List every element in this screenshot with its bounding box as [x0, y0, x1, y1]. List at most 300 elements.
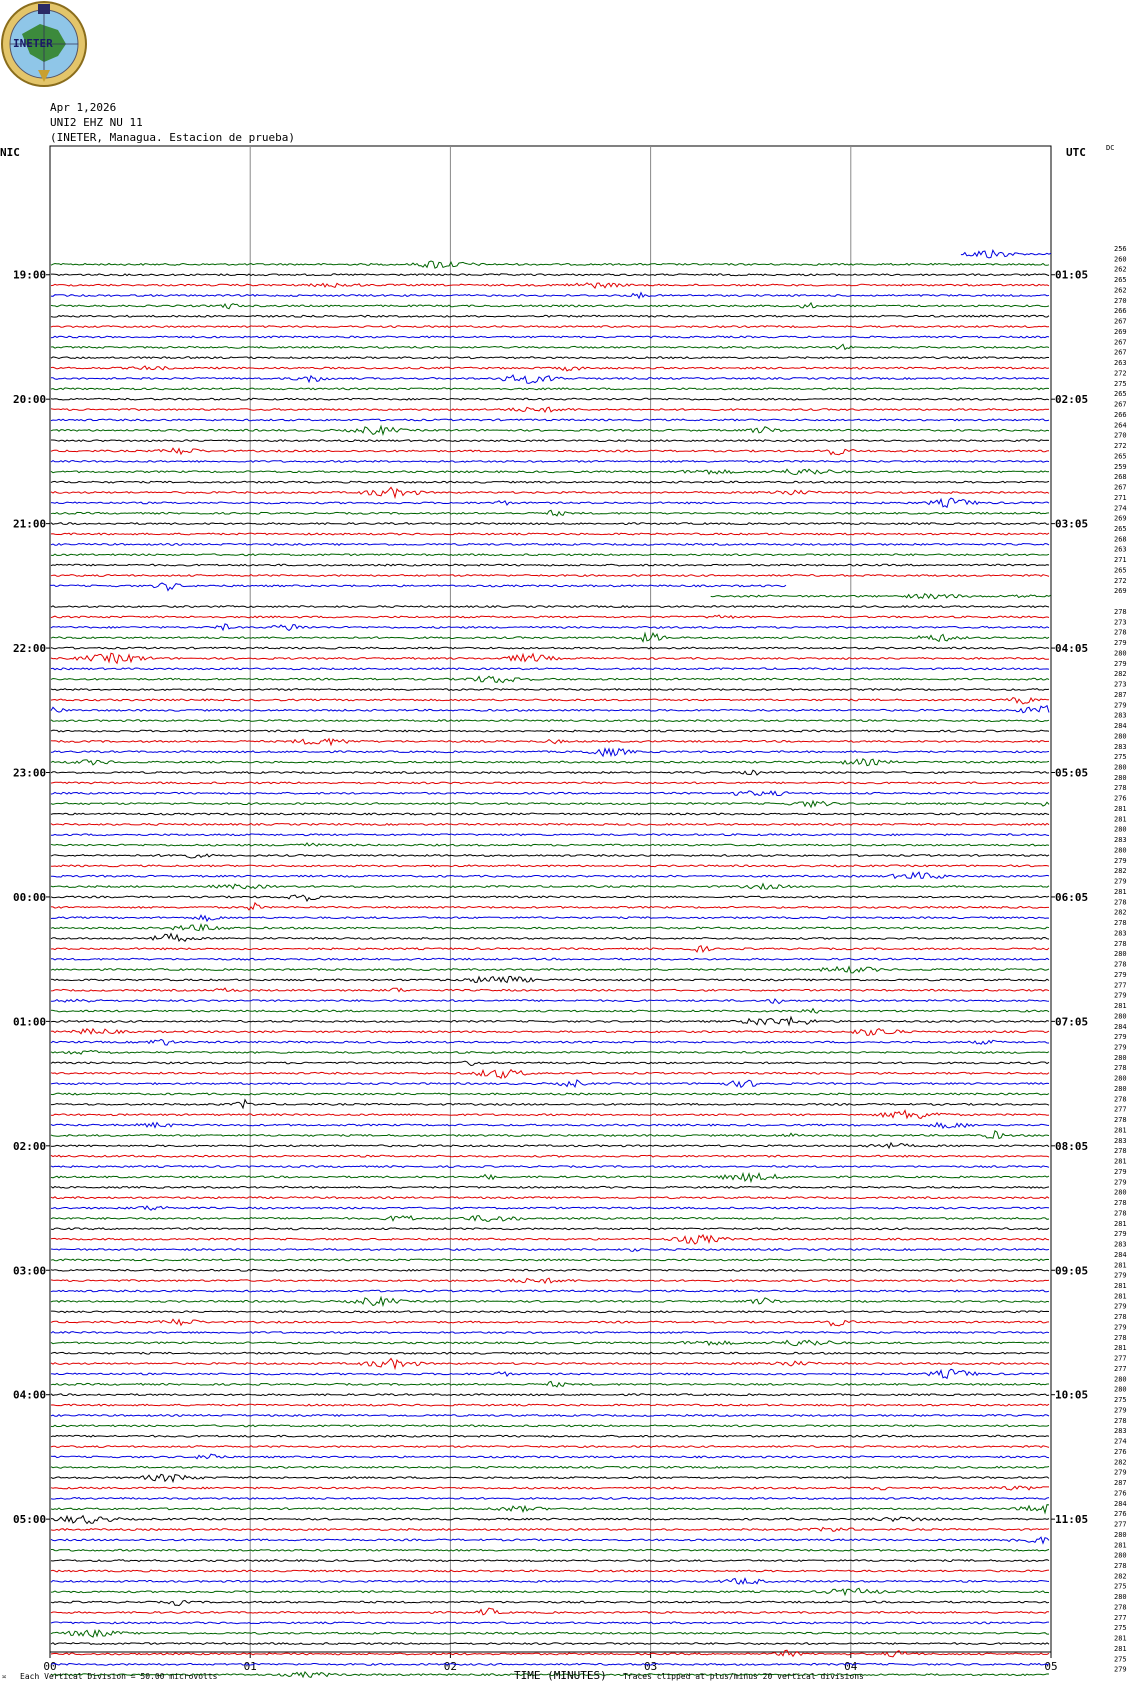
dc-offset-value: 278	[1114, 1416, 1127, 1425]
trace-line	[51, 1332, 1049, 1334]
trace-line	[51, 1435, 1049, 1437]
trace-line	[51, 1259, 1049, 1261]
dc-offset-value: 281	[1114, 1261, 1127, 1270]
trace-line	[51, 676, 1049, 682]
dc-offset-value: 278	[1114, 919, 1127, 928]
dc-offset-value: 259	[1114, 462, 1127, 471]
dc-offset-value: 278	[1114, 898, 1127, 907]
x-axis-title: TIME (MINUTES)	[514, 1669, 607, 1682]
dc-offset-value: 276	[1114, 1510, 1127, 1519]
dc-offset-value: 278	[1114, 784, 1127, 793]
dc-offset-value: 283	[1114, 1240, 1127, 1249]
trace-line	[51, 274, 1049, 276]
dc-offset-value: 278	[1114, 1147, 1127, 1156]
dc-offset-value: 280	[1114, 950, 1127, 959]
dc-offset-value: 278	[1114, 1313, 1127, 1322]
dc-offset-value: 281	[1114, 1157, 1127, 1166]
dc-offset-value: 287	[1114, 690, 1127, 699]
trace-line	[51, 1197, 1049, 1199]
dc-offset-value: 277	[1114, 1613, 1127, 1622]
trace-line	[51, 357, 1049, 359]
trace-line	[51, 730, 1049, 732]
trace-line	[51, 1340, 1049, 1345]
right-hour-label: 05:05	[1055, 766, 1089, 780]
dc-offset-value: 271	[1114, 493, 1127, 502]
trace-line	[51, 419, 1049, 421]
trace-line	[51, 575, 1049, 577]
trace-line	[51, 303, 1049, 309]
dc-offset-value: 281	[1114, 1292, 1127, 1301]
right-hour-label: 11:05	[1055, 1513, 1089, 1527]
trace-line	[51, 1498, 1049, 1500]
dc-offset-value: 266	[1114, 410, 1127, 419]
trace-line	[51, 834, 1049, 836]
dc-offset-value: 270	[1114, 296, 1127, 305]
trace-line	[51, 1601, 1049, 1606]
trace-line	[51, 544, 1049, 546]
trace-line	[51, 1505, 1049, 1513]
trace-line	[51, 1425, 1049, 1427]
trace-line	[51, 1311, 1049, 1313]
dc-offset-value: 278	[1114, 607, 1127, 616]
dc-offset-value: 274	[1114, 1437, 1127, 1446]
trace-line	[51, 1622, 1049, 1624]
station-label: UNI2 EHZ NU 11	[50, 116, 143, 129]
trace-line	[50, 583, 786, 591]
dc-offset-value: 279	[1114, 1230, 1127, 1239]
dc-offset-value: 281	[1114, 1219, 1127, 1228]
trace-line	[51, 967, 1049, 973]
dc-offset-value: 279	[1114, 1323, 1127, 1332]
dc-offset-value: 279	[1114, 1043, 1127, 1052]
trace-line	[51, 498, 1049, 507]
dc-offset-value: 277	[1114, 981, 1127, 990]
trace-line	[51, 934, 1049, 942]
left-hour-label: 02:00	[13, 1139, 47, 1153]
dc-offset-value: 269	[1114, 587, 1127, 596]
dc-offset-value: 265	[1114, 276, 1127, 285]
right-hour-label: 09:05	[1055, 1264, 1089, 1278]
trace-line	[51, 426, 1049, 434]
trace-line	[51, 653, 1049, 663]
dc-offset-value: 279	[1114, 970, 1127, 979]
trace-line	[51, 1454, 1049, 1459]
dc-offset-value: 278	[1114, 1603, 1127, 1612]
dc-offset-value: 279	[1114, 1271, 1127, 1280]
trace-line	[51, 1630, 1049, 1637]
dc-offset-value: 280	[1114, 763, 1127, 772]
trace-line	[51, 1080, 1049, 1087]
dc-offset-value: 279	[1114, 1468, 1127, 1477]
trace-line	[51, 1415, 1049, 1417]
trace-line	[51, 440, 1049, 442]
trace-line	[51, 293, 1049, 299]
trace-line	[51, 749, 1049, 756]
trace-line	[51, 1111, 1049, 1119]
trace-line	[51, 1278, 1049, 1283]
dc-offset-value: 279	[1114, 1302, 1127, 1311]
trace-line	[51, 1650, 1049, 1657]
trace-line	[51, 946, 1049, 952]
dc-offset-value: 280	[1114, 1385, 1127, 1394]
trace-line	[51, 1537, 1049, 1543]
left-hour-label: 00:00	[13, 890, 47, 904]
right-hour-label: 03:05	[1055, 517, 1089, 531]
dc-offset-value: 272	[1114, 576, 1127, 585]
dc-offset-value: 280	[1114, 1074, 1127, 1083]
dc-offset-value: 279	[1114, 639, 1127, 648]
trace-line	[51, 1446, 1049, 1448]
dc-offset-value: 280	[1114, 1084, 1127, 1093]
left-timezone-label: NIC	[0, 146, 20, 159]
trace-line	[51, 884, 1049, 889]
trace-line	[51, 606, 1049, 608]
dc-offset-value: 282	[1114, 1458, 1127, 1467]
trace-line	[51, 1050, 1049, 1054]
trace-line	[51, 782, 1049, 784]
trace-line	[51, 925, 1049, 931]
trace-line	[51, 1029, 1049, 1036]
dc-offset-value: 283	[1114, 711, 1127, 720]
trace-line	[961, 250, 1051, 258]
trace-line	[711, 594, 1051, 599]
dc-offset-value: 262	[1114, 265, 1127, 274]
dc-offset-value: 279	[1114, 877, 1127, 886]
trace-line	[51, 770, 1049, 775]
dc-offset-value: 276	[1114, 1489, 1127, 1498]
dc-offset-value: 277	[1114, 1354, 1127, 1363]
dc-offset-value: 267	[1114, 317, 1127, 326]
trace-line	[51, 469, 1049, 474]
trace-line	[51, 315, 1049, 317]
dc-offset-value: 284	[1114, 1250, 1127, 1259]
x-tick-label: 04	[844, 1660, 858, 1673]
x-tick-label: 02	[443, 1660, 458, 1673]
dc-offset-value: 279	[1114, 1178, 1127, 1187]
dc-offset-value: 280	[1114, 1530, 1127, 1539]
trace-line	[51, 283, 1049, 288]
trace-line	[51, 1070, 1049, 1078]
dc-offset-value: 268	[1114, 535, 1127, 544]
trace-line	[51, 510, 1049, 516]
dc-offset-value: 279	[1114, 701, 1127, 710]
dc-offset-value: 276	[1114, 1447, 1127, 1456]
dc-offset-value: 280	[1114, 846, 1127, 855]
trace-line	[51, 706, 1049, 713]
dc-offset-value: 280	[1114, 1551, 1127, 1560]
trace-line	[51, 1516, 1049, 1524]
dc-offset-value: 280	[1114, 649, 1127, 658]
right-hour-label: 10:05	[1055, 1388, 1089, 1402]
trace-line	[51, 375, 1049, 383]
dc-offset-value: 267	[1114, 400, 1127, 409]
dc-offset-value: 280	[1114, 1053, 1127, 1062]
dc-offset-value: 275	[1114, 753, 1127, 762]
trace-line	[51, 1369, 1049, 1378]
dc-offset-value: 279	[1114, 1665, 1127, 1674]
dc-offset-value: 280	[1114, 1012, 1127, 1021]
dc-offset-value: 273	[1114, 618, 1127, 627]
right-hour-label: 06:05	[1055, 890, 1089, 904]
dc-offset-value: 277	[1114, 1364, 1127, 1373]
trace-line	[51, 366, 1049, 371]
dc-offset-value: 265	[1114, 566, 1127, 575]
network-label: (INETER, Managua. Estacion de prueba)	[50, 131, 296, 144]
right-timezone-label: UTC	[1066, 146, 1086, 159]
dc-offset-value: 270	[1114, 431, 1127, 440]
trace-line	[51, 872, 1049, 878]
trace-line	[51, 1474, 1049, 1481]
trace-line	[51, 1173, 1049, 1181]
left-hour-label: 03:00	[13, 1264, 47, 1278]
trace-line	[51, 1100, 1049, 1108]
dc-offset-value: 281	[1114, 1344, 1127, 1353]
dc-offset-value: 275	[1114, 1396, 1127, 1405]
dc-offset-value: 266	[1114, 307, 1127, 316]
trace-line	[51, 720, 1049, 722]
left-hour-label: 01:00	[13, 1015, 47, 1029]
trace-line	[51, 1216, 1049, 1222]
trace-line	[51, 1166, 1049, 1168]
logo-text: INETER	[13, 37, 53, 50]
trace-line	[51, 1290, 1049, 1292]
dc-offset-value: 283	[1114, 742, 1127, 751]
trace-line	[51, 1039, 1049, 1045]
dc-offset-value: 283	[1114, 1136, 1127, 1145]
dc-offset-value: 265	[1114, 452, 1127, 461]
dc-offset-value: 280	[1114, 1188, 1127, 1197]
dc-offset-value: 280	[1114, 732, 1127, 741]
trace-line	[51, 1319, 1049, 1326]
dc-offset-value: 267	[1114, 348, 1127, 357]
trace-line	[51, 824, 1049, 826]
dc-offset-value: 278	[1114, 960, 1127, 969]
trace-line	[51, 398, 1049, 400]
trace-line	[51, 1528, 1049, 1532]
dc-offset-value: 280	[1114, 1375, 1127, 1384]
dc-offset-value: 284	[1114, 1022, 1127, 1031]
trace-line	[51, 1297, 1049, 1305]
dc-offset-value: 278	[1114, 1116, 1127, 1125]
dc-offset-value: 264	[1114, 421, 1127, 430]
dc-offset-value: 278	[1114, 1333, 1127, 1342]
trace-line	[51, 1123, 1049, 1129]
dc-offset-value: 287	[1114, 1479, 1127, 1488]
trace-line	[51, 1608, 1049, 1615]
right-hour-label: 01:05	[1055, 268, 1089, 282]
trace-line	[51, 564, 1049, 566]
trace-line	[51, 344, 1049, 349]
trace-line	[51, 481, 1049, 483]
dc-offset-value: 281	[1114, 815, 1127, 824]
dc-offset-value: 283	[1114, 836, 1127, 845]
trace-line	[51, 759, 1049, 766]
trace-line	[51, 791, 1049, 796]
dc-offset-value: 262	[1114, 286, 1127, 295]
trace-line	[51, 1269, 1049, 1271]
dc-offset-value: 277	[1114, 1105, 1127, 1114]
dc-offset-value: 276	[1114, 794, 1127, 803]
dc-offset-value: 272	[1114, 369, 1127, 378]
dc-offset-value: 265	[1114, 390, 1127, 399]
trace-line	[51, 407, 1049, 412]
trace-line	[51, 1570, 1049, 1572]
dc-offset-value: 275	[1114, 379, 1127, 388]
trace-line	[51, 739, 1049, 745]
dc-offset-value: 265	[1114, 524, 1127, 533]
x-tick-label: 03	[643, 1660, 658, 1673]
dc-offset-value: 277	[1114, 1520, 1127, 1529]
trace-line	[51, 1249, 1049, 1252]
dc-offset-value: 282	[1114, 670, 1127, 679]
trace-line	[51, 813, 1049, 815]
dc-offset-value: 282	[1114, 908, 1127, 917]
dc-offset-value: 278	[1114, 939, 1127, 948]
right-hour-label: 07:05	[1055, 1015, 1089, 1029]
dc-offset-value: 263	[1114, 545, 1127, 554]
dc-offset-value: 281	[1114, 1002, 1127, 1011]
trace-line	[51, 448, 1049, 455]
trace-line	[51, 698, 1049, 704]
trace-line	[51, 1643, 1049, 1645]
trace-line	[51, 903, 1049, 910]
dc-offset-value: 282	[1114, 1572, 1127, 1581]
dc-offset-value: 280	[1114, 825, 1127, 834]
trace-line	[51, 261, 1049, 268]
trace-line	[51, 615, 1049, 618]
clip-note: Traces clipped at plus/minus 20 vertical divisions	[623, 1672, 864, 1681]
trace-line	[51, 1588, 1049, 1595]
dc-offset-value: 281	[1114, 1541, 1127, 1550]
trace-line	[51, 624, 1049, 631]
dc-offset-value: 278	[1114, 1199, 1127, 1208]
trace-line	[51, 801, 1049, 807]
dc-offset-value: 281	[1114, 1126, 1127, 1135]
dc-offset-value: 281	[1114, 1634, 1127, 1643]
dc-offset-value: 280	[1114, 1593, 1127, 1602]
dc-label: DC	[1106, 144, 1115, 152]
dc-offset-value: 263	[1114, 359, 1127, 368]
dc-offset-value: 279	[1114, 1033, 1127, 1042]
trace-line	[51, 915, 1049, 921]
trace-line	[51, 1155, 1049, 1157]
x-tick-label: 00	[43, 1660, 57, 1673]
trace-line	[51, 1061, 1049, 1065]
trace-line	[51, 647, 1049, 649]
trace-line	[51, 1381, 1049, 1387]
x-tick-label: 05	[1044, 1660, 1058, 1673]
dc-offset-value: 281	[1114, 1282, 1127, 1290]
dc-offset-value: 279	[1114, 856, 1127, 865]
trace-line	[51, 1394, 1049, 1396]
trace-line	[51, 854, 1049, 858]
right-hour-label: 04:05	[1055, 642, 1089, 656]
dc-offset-value: 274	[1114, 504, 1127, 513]
dc-offset-value: 269	[1114, 327, 1127, 336]
trace-line	[51, 668, 1049, 670]
dc-offset-value: 278	[1114, 1095, 1127, 1104]
dc-offset-value: 279	[1114, 659, 1127, 668]
trace-line	[51, 487, 1049, 497]
dc-offset-value: 256	[1114, 245, 1127, 253]
trace-line	[51, 999, 1049, 1004]
dc-offset-value: 278	[1114, 1561, 1127, 1570]
dc-offset-value: 268	[1114, 473, 1127, 482]
trace-line	[51, 336, 1049, 338]
trace-line	[51, 1404, 1049, 1406]
dc-offset-value: 279	[1114, 1167, 1127, 1176]
trace-line	[51, 1131, 1049, 1139]
trace-line	[51, 1206, 1049, 1210]
dc-offset-value: 283	[1114, 929, 1127, 938]
trace-line	[51, 1009, 1049, 1014]
trace-line	[51, 326, 1049, 328]
trace-line	[51, 895, 1049, 901]
dc-offset-value: 272	[1114, 442, 1127, 451]
dc-offset-value: 267	[1114, 483, 1127, 492]
trace-line	[51, 1352, 1049, 1354]
trace-line	[51, 1579, 1049, 1585]
date-label: Apr 1,2026	[50, 101, 117, 114]
trace-line	[51, 1186, 1049, 1188]
trace-line	[51, 1235, 1049, 1244]
dc-offset-value: 281	[1114, 804, 1127, 813]
dc-offset-value: 269	[1114, 514, 1127, 523]
left-hour-label: 20:00	[13, 393, 47, 407]
dc-offset-value: 260	[1114, 255, 1127, 264]
trace-line	[51, 533, 1049, 535]
trace-line	[51, 1486, 1049, 1490]
dc-offset-value: 278	[1114, 1209, 1127, 1218]
dc-offset-value: 279	[1114, 1406, 1127, 1415]
trace-line	[51, 461, 1049, 463]
trace-line	[51, 865, 1049, 867]
left-hour-label: 23:00	[13, 766, 47, 780]
trace-line	[51, 1663, 1049, 1665]
dc-offset-value: 280	[1114, 773, 1127, 782]
dc-offset-value: 275	[1114, 1655, 1127, 1664]
trace-line	[51, 1560, 1049, 1562]
trace-line	[51, 554, 1049, 556]
left-hour-label: 04:00	[13, 1388, 47, 1402]
dc-offset-value: 284	[1114, 722, 1127, 731]
trace-line	[51, 633, 1049, 641]
trace-line	[51, 1466, 1049, 1468]
trace-line	[51, 1359, 1049, 1369]
dc-offset-value: 278	[1114, 628, 1127, 637]
dc-offset-value: 267	[1114, 338, 1127, 347]
trace-line	[51, 689, 1049, 691]
dc-offset-value: 279	[1114, 991, 1127, 1000]
dc-offset-value: 281	[1114, 1644, 1127, 1653]
trace-line	[51, 1093, 1049, 1095]
trace-line	[51, 523, 1049, 525]
trace-line	[51, 388, 1049, 390]
trace-line	[51, 958, 1049, 960]
dc-offset-value: 273	[1114, 680, 1127, 689]
trace-line	[51, 1549, 1049, 1551]
dc-offset-value: 281	[1114, 887, 1127, 896]
left-hour-label: 22:00	[13, 642, 47, 656]
trace-line	[51, 1017, 1049, 1025]
left-hour-label: 05:00	[13, 1513, 47, 1527]
scale-note-icon: ≍	[2, 1673, 7, 1681]
trace-line	[51, 1143, 1049, 1148]
x-tick-label: 01	[243, 1660, 257, 1673]
trace-line	[51, 1228, 1049, 1230]
dc-offset-value: 275	[1114, 1624, 1127, 1633]
trace-line	[51, 988, 1049, 992]
